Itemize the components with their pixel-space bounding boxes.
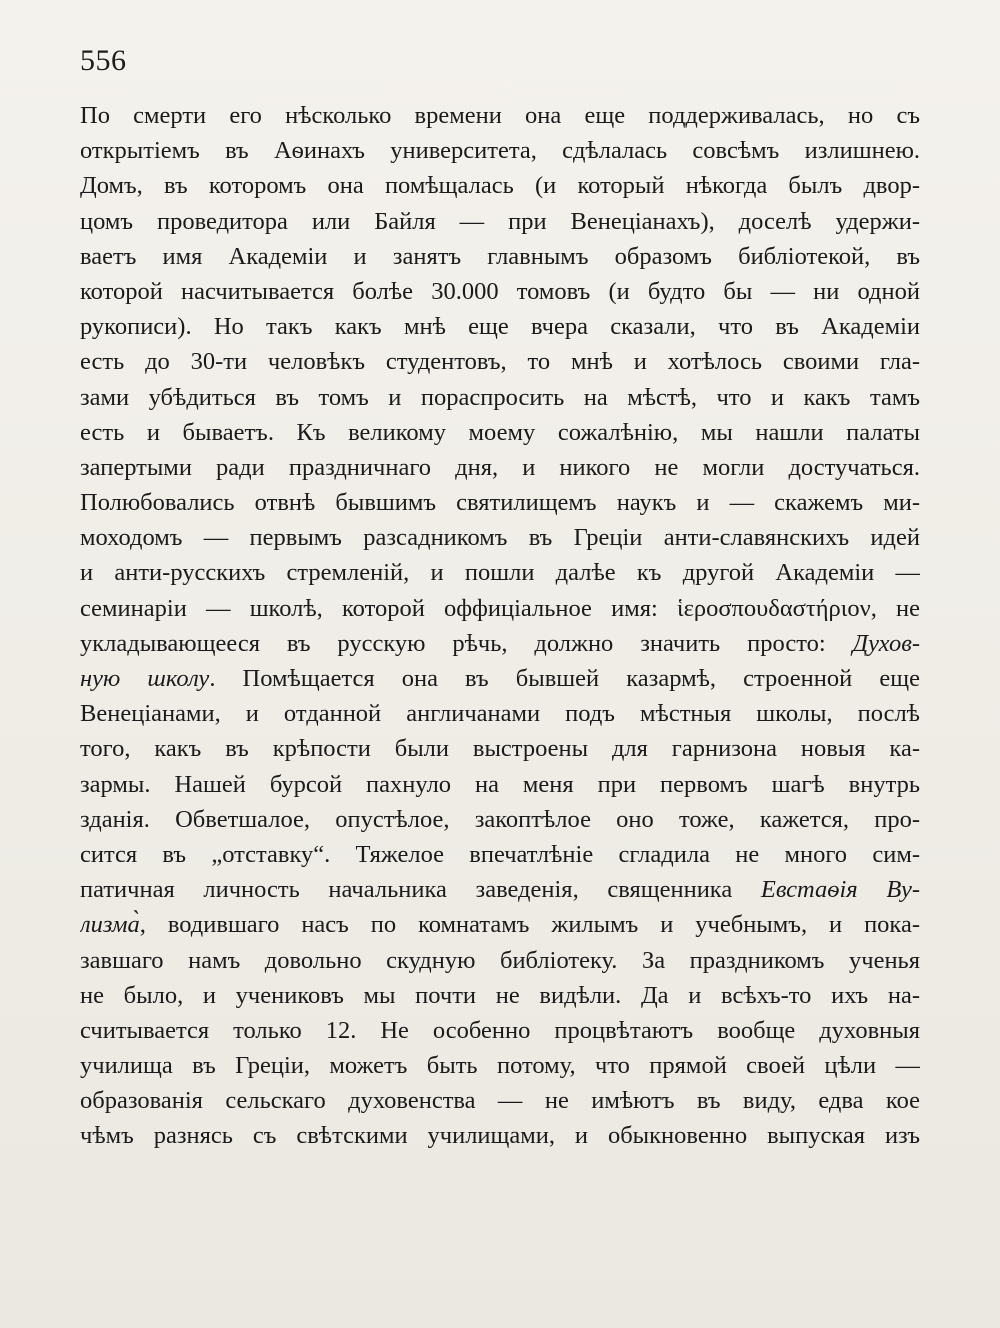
text-line: образованія сельскаго духовенства — не имѣютъ въ виду, едва кое — [80, 1087, 920, 1115]
text-line: Венеціанами, и отданной англичанами подъ мѣстныя школы, послѣ — [80, 700, 920, 728]
text-line: училища въ Греціи, можетъ быть потому, что прямой своей цѣли — — [80, 1052, 920, 1080]
text-line: укладывающееся въ русскую рѣчь, должно значить просто: Духов- — [80, 629, 920, 657]
text-line: моходомъ — первымъ разсадникомъ въ Греціи анти-славянскихъ идей — [80, 524, 920, 552]
text-line: сится въ „отставку“. Тяжелое впечатлѣніе сгладила не много сим- — [80, 840, 920, 868]
text-line: считывается только 12. Не особенно процвѣтаютъ вообще духовныя — [80, 1016, 920, 1044]
text-line: зами убѣдиться въ томъ и пораспросить на мѣстѣ, что и какъ тамъ — [80, 383, 920, 411]
text-line: лизма̀, водившаго насъ по комнатамъ жилымъ и учебнымъ, и пока- — [80, 911, 920, 939]
text-line: Домъ, въ которомъ она помѣщалась (и который нѣкогда былъ двор- — [80, 172, 920, 200]
text-line: рукописи). Но такъ какъ мнѣ еще вчера сказали, что въ Академіи — [80, 313, 920, 341]
text-line: того, какъ въ крѣпости были выстроены для гарнизона новыя ка- — [80, 735, 920, 763]
text-line: есть и бываетъ. Къ великому моему сожалѣнію, мы нашли палаты — [80, 418, 920, 446]
text-line: чѣмъ разнясь съ свѣтскими училищами, и обыкновенно выпуская изъ — [80, 1122, 920, 1150]
text-line: цомъ проведитора или Байля — при Венеціанахъ), доселѣ удержи- — [80, 207, 920, 235]
text-line: открытіемъ въ Аѳинахъ университета, сдѣлалась совсѣмъ излишнею. — [80, 137, 920, 165]
text-line: завшаго намъ довольно скудную библіотеку. За праздникомъ ученья — [80, 946, 920, 974]
text-line: запертыми ради праздничнаго дня, и никого не могли достучаться. — [80, 453, 920, 481]
text-line: патичная личность начальника заведенія, священника Евстаѳія Ву- — [80, 876, 920, 904]
text-line: и анти-русскихъ стремленій, и пошли далѣе къ другой Академіи — — [80, 559, 920, 587]
text-line: не было, и учениковъ мы почти не видѣли. Да и всѣхъ-то ихъ на- — [80, 981, 920, 1009]
text-line: ную школу. Помѣщается она въ бывшей казармѣ, строенной еще — [80, 665, 920, 692]
text-line: зармы. Нашей бурсой пахнуло на меня при первомъ шагѣ внутрь — [80, 770, 920, 798]
italic-text: лизма̀ — [80, 911, 140, 939]
text-line: зданія. Обветшалое, опустѣлое, закоптѣлое оно тоже, кажется, про- — [80, 805, 920, 833]
body-text — [80, 98, 920, 1154]
page-number: 556 — [80, 44, 127, 77]
italic-text: ную школу — [80, 665, 210, 692]
text-line: которой насчитывается болѣе 30.000 томовъ (и будто бы — ни одной — [80, 277, 920, 305]
text-line: ваетъ имя Академіи и занятъ главнымъ образомъ библіотекой, въ — [80, 242, 920, 270]
text-line: По смерти его нѣсколько времени она еще поддерживалась, но съ — [80, 102, 920, 129]
text-line: есть до 30-ти человѣкъ студентовъ, то мнѣ и хотѣлось своими гла- — [80, 348, 920, 376]
text-line: семинаріи — школѣ, которой оффиціальное имя: ἱεροσπουδαστήριον, не — [80, 594, 920, 622]
italic-text: Духов- — [852, 629, 920, 657]
italic-text: Евстаѳія Ву- — [760, 876, 920, 904]
text-line: Полюбовались отвнѣ бывшимъ святилищемъ наукъ и — скажемъ ми- — [80, 489, 920, 517]
